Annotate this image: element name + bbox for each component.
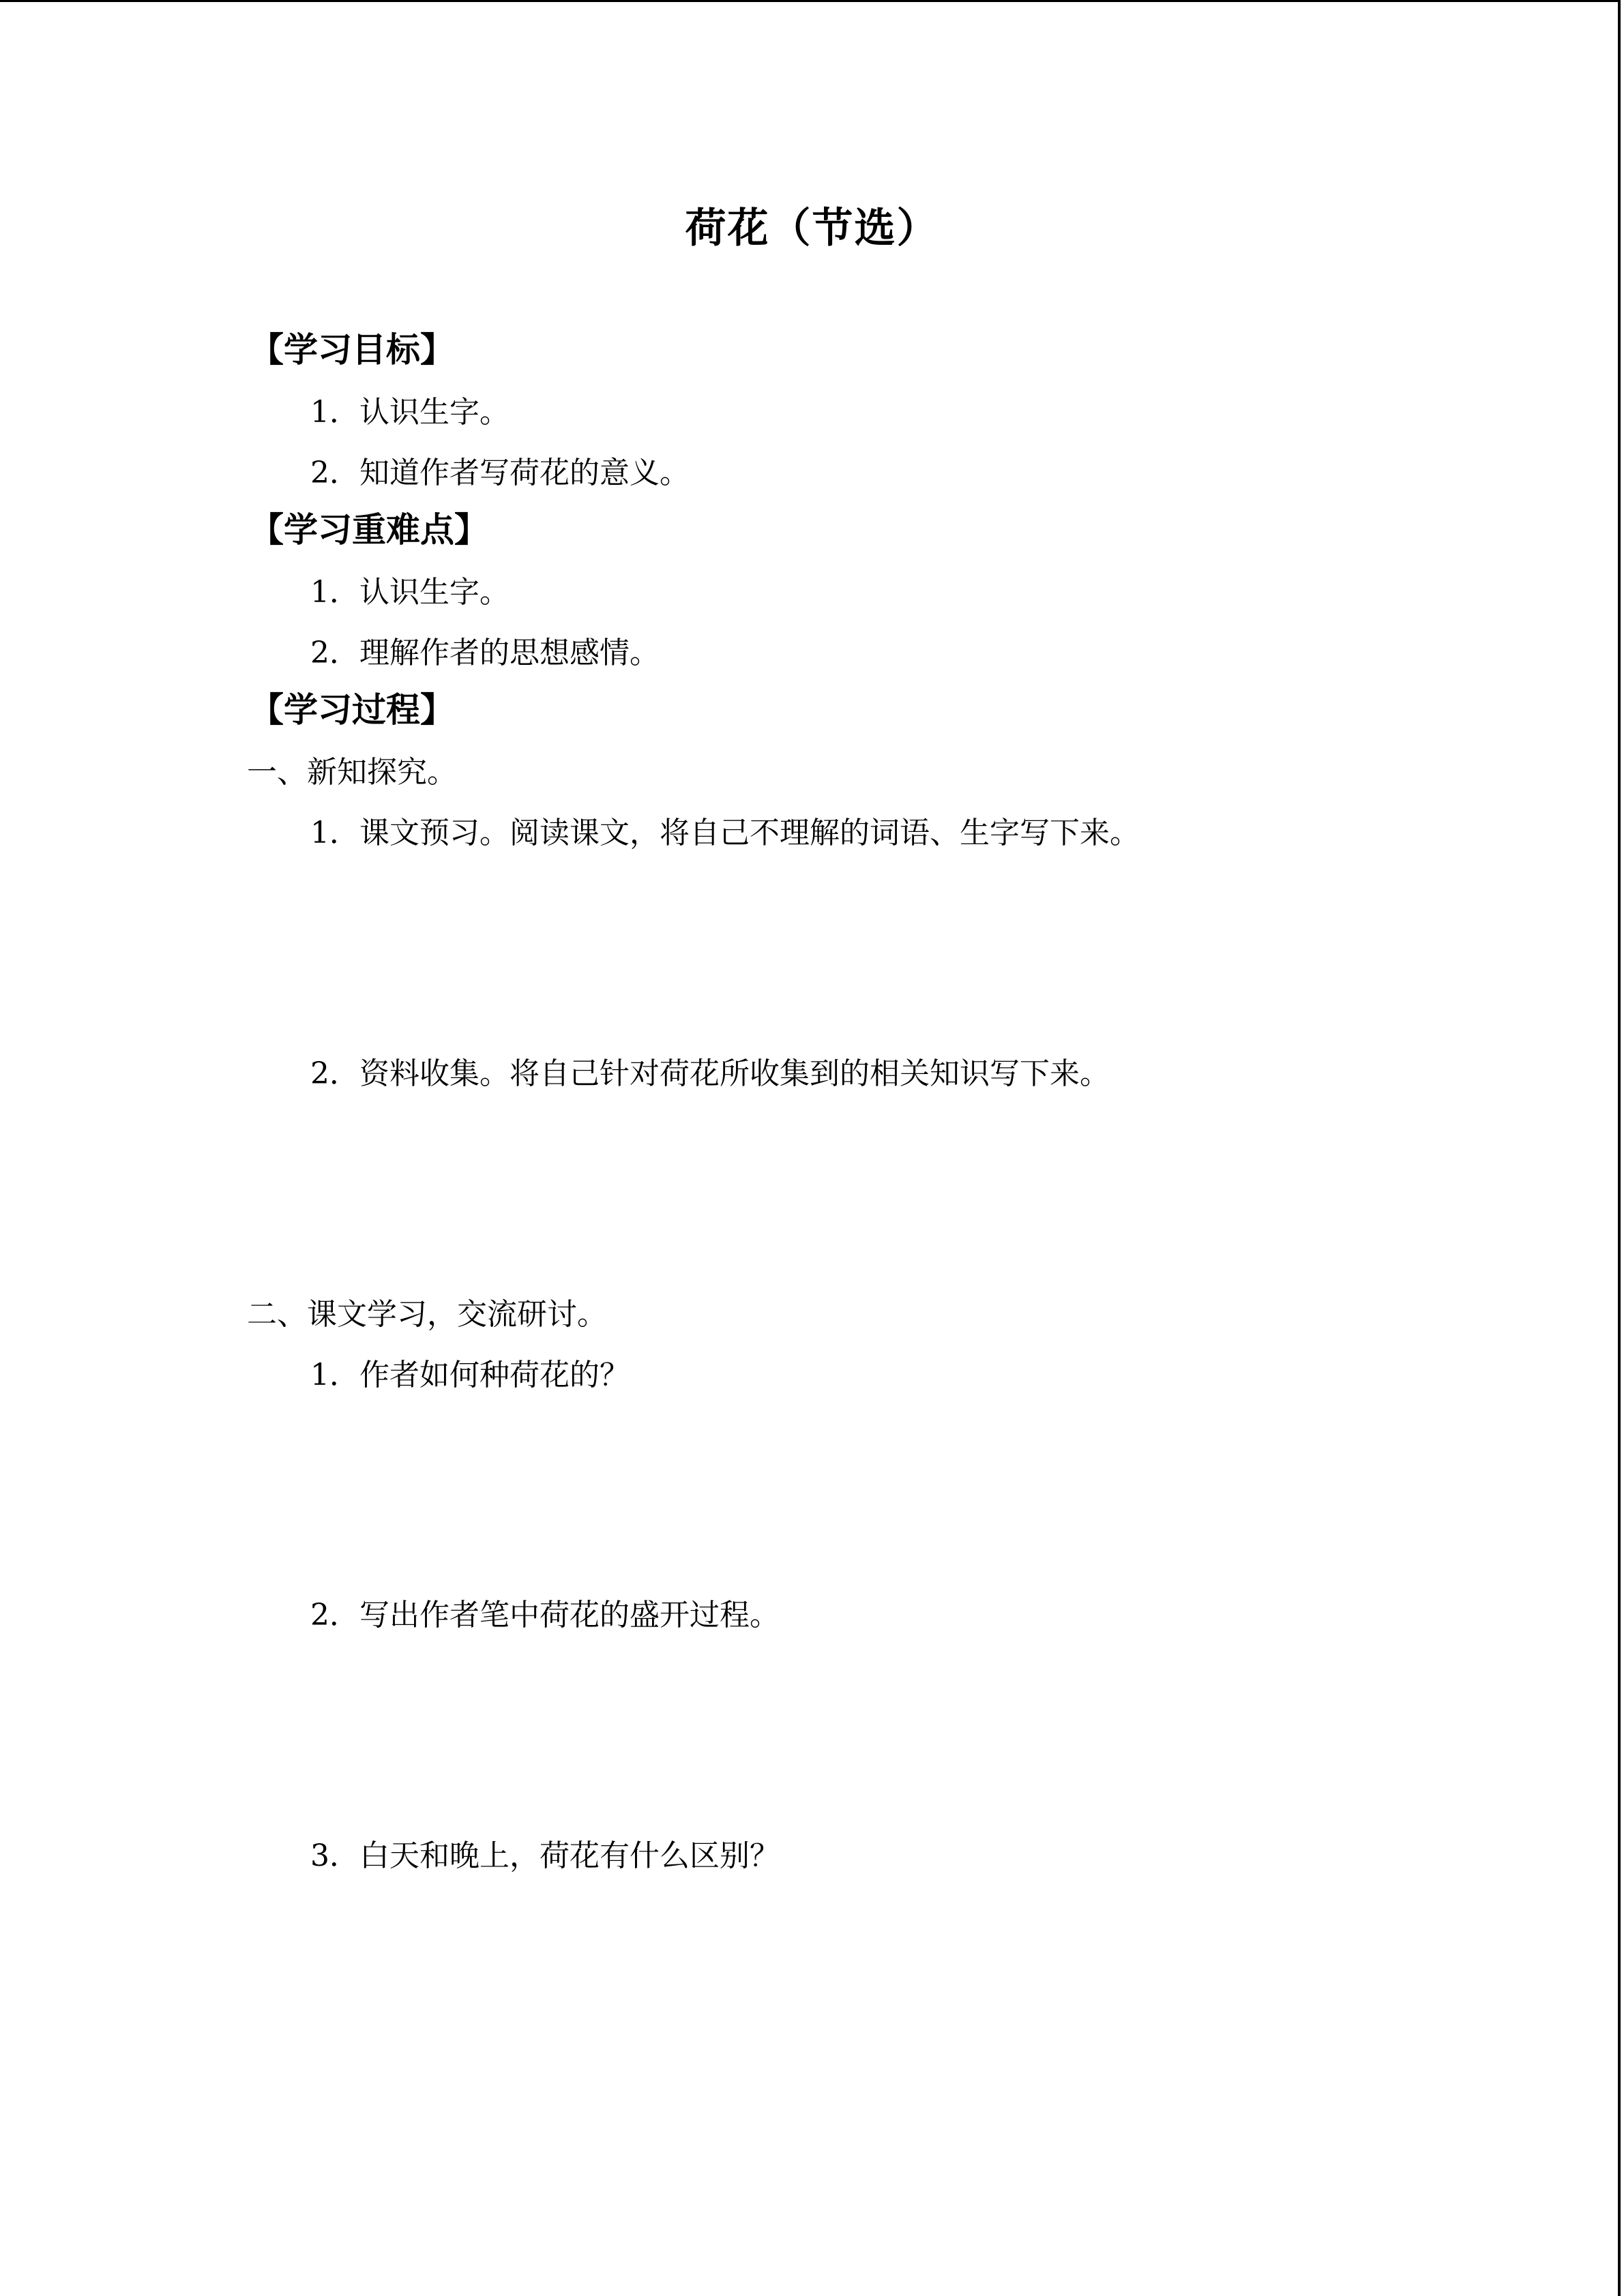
process-item-2-3: 3．白天和晚上，荷花有什么区别？ — [310, 1838, 780, 1873]
heading-key-points: 【学习重难点】 — [250, 510, 488, 550]
process-item-2-2: 2．写出作者笔中荷花的盛开过程。 — [310, 1598, 780, 1632]
section-title-2: 二、课文学习，交流研讨。 — [247, 1297, 607, 1332]
process-item-2-1: 1．作者如何种荷花的？ — [310, 1358, 630, 1392]
key-point-item-2: 2．理解作者的思想感情。 — [310, 636, 660, 670]
section-title-1: 一、新知探究。 — [247, 755, 457, 790]
heading-process: 【学习过程】 — [250, 690, 454, 730]
page-title: 荷花（节选） — [685, 205, 939, 252]
objective-item-2: 2．知道作者写荷花的意义。 — [310, 456, 690, 490]
process-item-1-2: 2．资料收集。将自己针对荷花所收集到的相关知识写下来。 — [310, 1056, 1110, 1091]
heading-objectives: 【学习目标】 — [250, 330, 454, 370]
key-point-item-1: 1．认识生字。 — [310, 575, 510, 610]
objective-item-1: 1．认识生字。 — [310, 395, 510, 430]
process-item-1-1: 1．课文预习。阅读课文，将自己不理解的词语、生字写下来。 — [310, 816, 1140, 850]
